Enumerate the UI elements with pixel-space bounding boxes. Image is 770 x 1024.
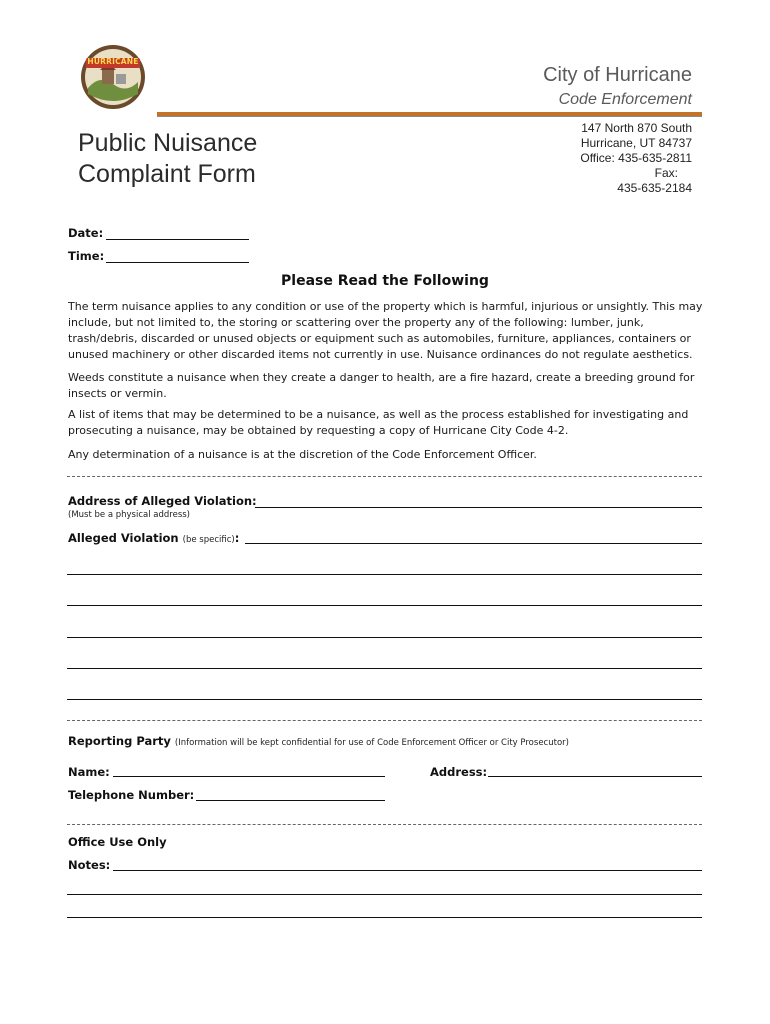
info-paragraph-4: Any determination of a nuisance is at the discretion of the Code Enforcement Officer. <box>68 448 537 461</box>
telephone-label: Telephone Number: <box>68 788 195 802</box>
reporting-party-header <box>68 734 569 748</box>
section-divider <box>67 476 702 477</box>
violation-line[interactable] <box>67 699 702 700</box>
date-label: Date: <box>68 226 104 240</box>
header-divider <box>157 112 702 117</box>
date-field[interactable] <box>106 239 249 240</box>
alleged-violation-label-text: Alleged Violation <box>68 531 179 545</box>
reporter-address-field[interactable] <box>488 776 702 777</box>
seal-text: HURRICANE <box>87 57 139 66</box>
fax-label: Fax: <box>654 166 678 180</box>
alleged-violation-field[interactable] <box>245 543 702 544</box>
city-name: City of Hurricane <box>543 64 692 86</box>
form-title <box>78 128 257 190</box>
city-seal-logo <box>80 44 146 110</box>
info-heading: Please Read the Following <box>281 273 489 289</box>
violation-line[interactable] <box>67 637 702 638</box>
fax-number: 435-635-2184 <box>617 181 692 195</box>
address-line2: Hurricane, UT 84737 <box>580 136 692 150</box>
violation-address-field[interactable] <box>255 507 702 508</box>
form-title-line2: Complaint Form <box>78 160 256 188</box>
violation-address-label: Address of Alleged Violation: <box>68 494 257 508</box>
alleged-violation-note: (be specific) <box>182 535 235 545</box>
alleged-violation-colon: : <box>234 531 240 545</box>
notes-field[interactable] <box>113 870 702 871</box>
name-label: Name: <box>68 765 110 779</box>
name-field[interactable] <box>113 776 385 777</box>
time-label: Time: <box>68 249 105 263</box>
fax-row <box>580 166 692 196</box>
section-divider <box>67 824 702 825</box>
reporter-address-label: Address: <box>430 765 488 779</box>
contact-block <box>580 121 692 196</box>
notes-line[interactable] <box>67 894 702 895</box>
address-line1: 147 North 870 South <box>581 121 692 135</box>
reporting-party-heading: Reporting Party <box>68 734 171 748</box>
alleged-violation-label <box>68 531 239 545</box>
info-paragraph-1: The term nuisance applies to any condition or use of the property which is harmful, injurious or unsightly. This may include, but not limited to, the storing or scattering over the property any of the following: lumber, junk, trash/debris, discarded or unused objects or equipment such as automobiles, furniture, appliances, containers or unused machinery or other discarded items not currently in use. Nuisance ordinances do not regulate aesthetics. <box>68 300 703 361</box>
violation-line[interactable] <box>67 574 702 575</box>
notes-line[interactable] <box>67 917 702 918</box>
info-paragraph-3: A list of items that may be determined to be a nuisance, as well as the process established for investigating and prosecuting a nuisance, may be obtained by requesting a copy of Hurricane City Code 4-2. <box>68 408 689 437</box>
office-use-heading: Office Use Only <box>68 835 167 849</box>
telephone-field[interactable] <box>196 800 385 801</box>
violation-address-note: (Must be a physical address) <box>68 510 190 520</box>
info-paragraph-2: Weeds constitute a nuisance when they create a danger to health, are a fire hazard, create a breeding ground for insects or vermin. <box>68 371 695 400</box>
form-title-line1: Public Nuisance <box>78 129 258 157</box>
reporting-party-note: (Information will be kept confidential for use of Code Enforcement Officer or City Prosecutor) <box>174 738 569 748</box>
section-divider <box>67 720 702 721</box>
time-field[interactable] <box>106 262 249 263</box>
violation-line[interactable] <box>67 668 702 669</box>
notes-label: Notes: <box>68 858 111 872</box>
department-name: Code Enforcement <box>558 91 692 108</box>
office-phone: Office: 435-635-2811 <box>580 151 692 165</box>
violation-line[interactable] <box>67 605 702 606</box>
